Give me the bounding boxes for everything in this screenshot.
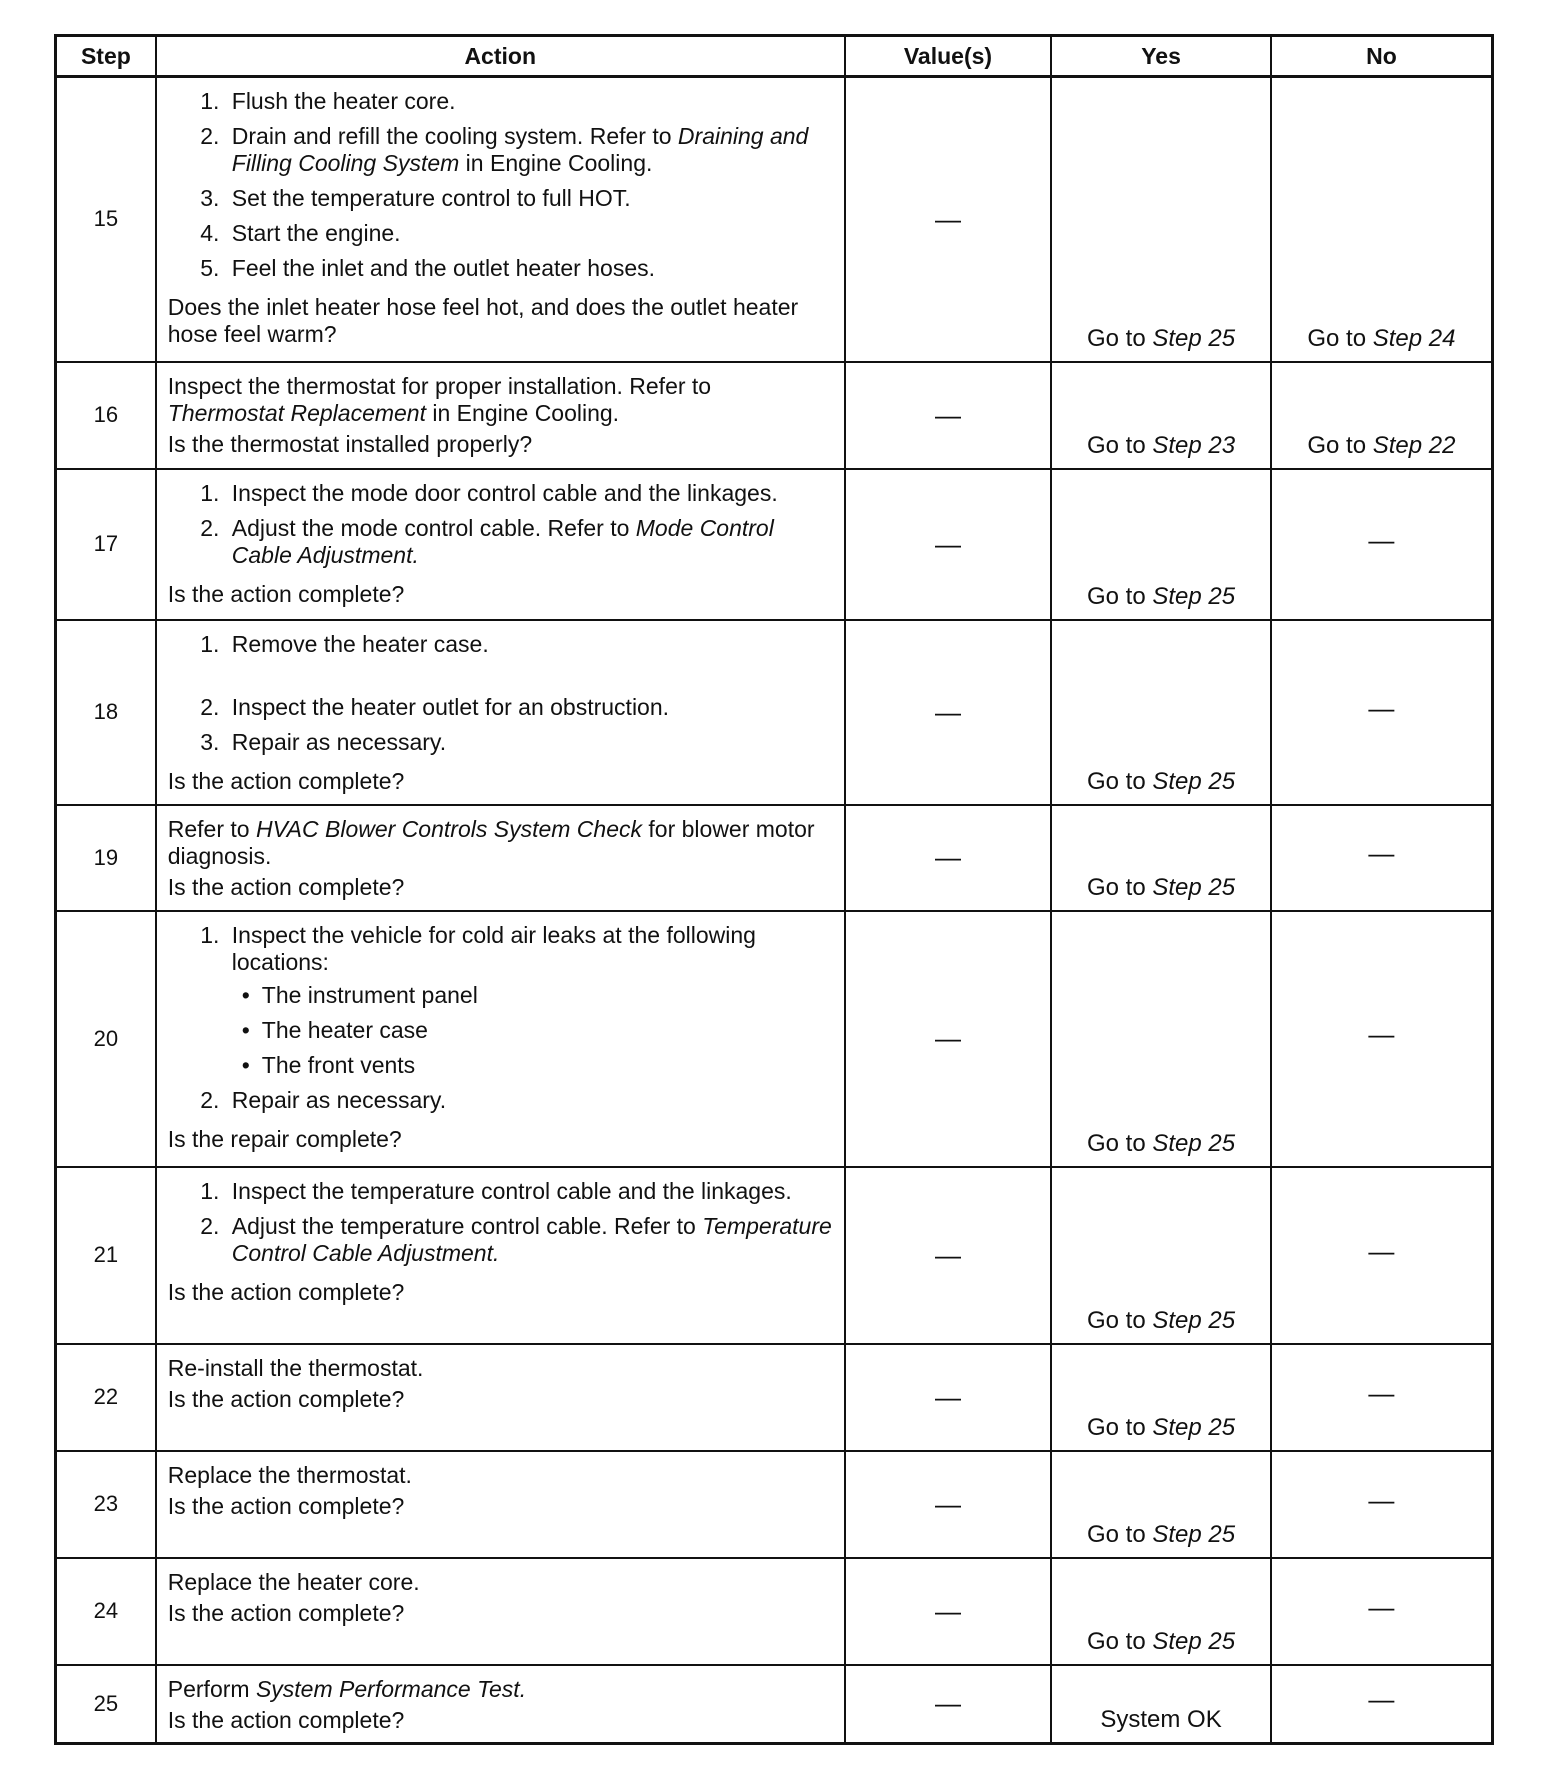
action-question: Is the action complete? bbox=[167, 1278, 405, 1305]
action-steps bbox=[168, 631, 834, 764]
value-cell: — bbox=[845, 362, 1052, 469]
action-question: Is the thermostat installed properly? bbox=[167, 430, 533, 457]
no-cell: — bbox=[1271, 1558, 1493, 1665]
yes-cell: Go to Step 25 bbox=[1051, 77, 1271, 362]
action-steps bbox=[168, 88, 834, 290]
action-cell bbox=[156, 620, 845, 805]
list-item: 2. Adjust the mode control cable. Refer to Mode Control Cable Adjustment. bbox=[226, 515, 834, 569]
step-number: 17 bbox=[56, 469, 156, 620]
list-item: • The heater case bbox=[262, 1017, 834, 1044]
action-text: Re-install the thermostat. bbox=[167, 1354, 424, 1381]
list-item: 5. Feel the inlet and the outlet heater hoses. bbox=[226, 255, 834, 282]
table-header-row bbox=[56, 36, 1493, 77]
list-item: 2. Adjust the temperature control cable. Refer to Temperature Control Cable Adjustment. bbox=[226, 1213, 834, 1267]
action-steps bbox=[168, 480, 834, 577]
value-cell: — bbox=[845, 77, 1052, 362]
table-row bbox=[56, 1665, 1493, 1744]
action-steps bbox=[168, 1178, 834, 1275]
action-cell bbox=[156, 362, 845, 469]
step-reference: Step 25 bbox=[1152, 1306, 1236, 1334]
no-cell: — bbox=[1271, 805, 1493, 911]
no-cell: — bbox=[1271, 469, 1493, 620]
no-cell: — bbox=[1271, 1665, 1493, 1744]
step-number: 22 bbox=[56, 1344, 156, 1451]
no-cell: — bbox=[1271, 1344, 1493, 1451]
step-reference: Step 25 bbox=[1152, 582, 1236, 610]
action-question: Is the action complete? bbox=[167, 580, 405, 607]
value-cell: — bbox=[845, 1167, 1052, 1344]
value-cell: — bbox=[845, 620, 1052, 805]
yes-cell: Go to Step 25 bbox=[1051, 1167, 1271, 1344]
step-number: 18 bbox=[56, 620, 156, 805]
step-reference: Step 23 bbox=[1152, 431, 1236, 459]
step-number: 16 bbox=[56, 362, 156, 469]
table-row bbox=[56, 911, 1493, 1167]
header-action: Action bbox=[156, 36, 845, 77]
yes-cell: System OK bbox=[1051, 1665, 1271, 1744]
list-item: 2. Repair as necessary. bbox=[226, 1087, 834, 1114]
action-cell bbox=[156, 1558, 845, 1665]
table-row bbox=[56, 1558, 1493, 1665]
value-cell: — bbox=[845, 1665, 1052, 1744]
step-number: 24 bbox=[56, 1558, 156, 1665]
header-no: No bbox=[1271, 36, 1493, 77]
value-cell: — bbox=[845, 805, 1052, 911]
action-cell bbox=[156, 1665, 845, 1744]
step-number: 19 bbox=[56, 805, 156, 911]
list-item: 3. Repair as necessary. bbox=[226, 729, 834, 756]
table-row bbox=[56, 1451, 1493, 1558]
table-row bbox=[56, 620, 1493, 805]
table-row bbox=[56, 469, 1493, 620]
header-step: Step bbox=[56, 36, 156, 77]
action-question: Is the repair complete? bbox=[167, 1125, 402, 1152]
list-item: 1. Inspect the mode door control cable and the linkages. bbox=[226, 480, 834, 507]
step-reference: Step 25 bbox=[1152, 1520, 1236, 1548]
action-cell bbox=[156, 1344, 845, 1451]
step-reference: Step 25 bbox=[1152, 1413, 1236, 1441]
action-question: Is the action complete? bbox=[167, 1492, 405, 1519]
action-question: Is the action complete? bbox=[167, 1385, 405, 1412]
no-cell: — bbox=[1271, 1167, 1493, 1344]
list-item: 1. Remove the heater case. bbox=[226, 631, 834, 658]
no-cell: — bbox=[1271, 1451, 1493, 1558]
no-cell: Go to Step 24 bbox=[1271, 77, 1493, 362]
action-cell bbox=[156, 1451, 845, 1558]
list-item: 1. Inspect the vehicle for cold air leaks at the following locations: • The instrument panel • The heater case • The front vents bbox=[226, 922, 834, 1079]
list-item: • The instrument panel bbox=[262, 982, 834, 1009]
yes-cell: Go to Step 25 bbox=[1051, 1451, 1271, 1558]
step-reference: Step 25 bbox=[1152, 324, 1236, 352]
step-reference: Step 25 bbox=[1152, 1129, 1236, 1157]
list-item: 1. Inspect the temperature control cable and the linkages. bbox=[226, 1178, 834, 1205]
step-reference: Step 24 bbox=[1372, 324, 1456, 352]
yes-cell: Go to Step 25 bbox=[1051, 469, 1271, 620]
no-cell: Go to Step 22 bbox=[1271, 362, 1493, 469]
value-cell: — bbox=[845, 1344, 1052, 1451]
action-cell bbox=[156, 911, 845, 1167]
action-cell bbox=[156, 1167, 845, 1344]
action-cell bbox=[156, 469, 845, 620]
action-text: Replace the thermostat. bbox=[167, 1461, 412, 1488]
list-item: 2. Inspect the heater outlet for an obstruction. bbox=[226, 694, 834, 721]
header-yes: Yes bbox=[1051, 36, 1271, 77]
value-cell: — bbox=[845, 469, 1052, 620]
yes-cell: Go to Step 25 bbox=[1051, 1558, 1271, 1665]
action-question: Does the inlet heater hose feel hot, and does the outlet heater hose feel warm? bbox=[167, 294, 799, 347]
no-cell: — bbox=[1271, 620, 1493, 805]
value-cell: — bbox=[845, 1558, 1052, 1665]
step-reference: Step 25 bbox=[1152, 767, 1236, 795]
step-reference: Step 22 bbox=[1372, 431, 1456, 459]
value-cell: — bbox=[845, 911, 1052, 1167]
action-text: Inspect the thermostat for proper installation. Refer to Thermostat Replacement in Engine Cooling. bbox=[167, 372, 712, 426]
yes-cell: Go to Step 25 bbox=[1051, 911, 1271, 1167]
step-number: 21 bbox=[56, 1167, 156, 1344]
yes-cell: Go to Step 25 bbox=[1051, 805, 1271, 911]
step-number: 23 bbox=[56, 1451, 156, 1558]
diagnostic-table bbox=[54, 34, 1494, 1745]
bullet-list bbox=[232, 982, 834, 1079]
yes-cell: Go to Step 23 bbox=[1051, 362, 1271, 469]
list-item: 4. Start the engine. bbox=[226, 220, 834, 247]
table-row bbox=[56, 77, 1493, 362]
yes-cell: Go to Step 25 bbox=[1051, 620, 1271, 805]
action-text: Perform System Performance Test. bbox=[167, 1675, 527, 1702]
action-question: Is the action complete? bbox=[167, 1706, 405, 1733]
step-reference: Step 25 bbox=[1152, 873, 1236, 901]
table-row bbox=[56, 805, 1493, 911]
no-cell: — bbox=[1271, 911, 1493, 1167]
table-row bbox=[56, 1344, 1493, 1451]
list-item: • The front vents bbox=[262, 1052, 834, 1079]
value-cell: — bbox=[845, 1451, 1052, 1558]
action-cell bbox=[156, 77, 845, 362]
list-item: 1. Flush the heater core. bbox=[226, 88, 834, 115]
step-number: 15 bbox=[56, 77, 156, 362]
action-text: Replace the heater core. bbox=[167, 1568, 420, 1595]
action-steps bbox=[168, 922, 834, 1122]
step-reference: Step 25 bbox=[1152, 1627, 1236, 1655]
table-row bbox=[56, 1167, 1493, 1344]
action-question: Is the action complete? bbox=[167, 767, 405, 794]
table-row bbox=[56, 362, 1493, 469]
action-cell bbox=[156, 805, 845, 911]
list-item: 3. Set the temperature control to full HOT. bbox=[226, 185, 834, 212]
step-number: 25 bbox=[56, 1665, 156, 1744]
yes-cell: Go to Step 25 bbox=[1051, 1344, 1271, 1451]
step-number: 20 bbox=[56, 911, 156, 1167]
list-item: 2. Drain and refill the cooling system. Refer to Draining and Filling Cooling System in Engine Cooling. bbox=[226, 123, 834, 177]
action-text: Refer to HVAC Blower Controls System Check for blower motor diagnosis. bbox=[167, 815, 815, 869]
action-question: Is the action complete? bbox=[167, 873, 405, 900]
header-values: Value(s) bbox=[845, 36, 1052, 77]
action-question: Is the action complete? bbox=[167, 1599, 405, 1626]
